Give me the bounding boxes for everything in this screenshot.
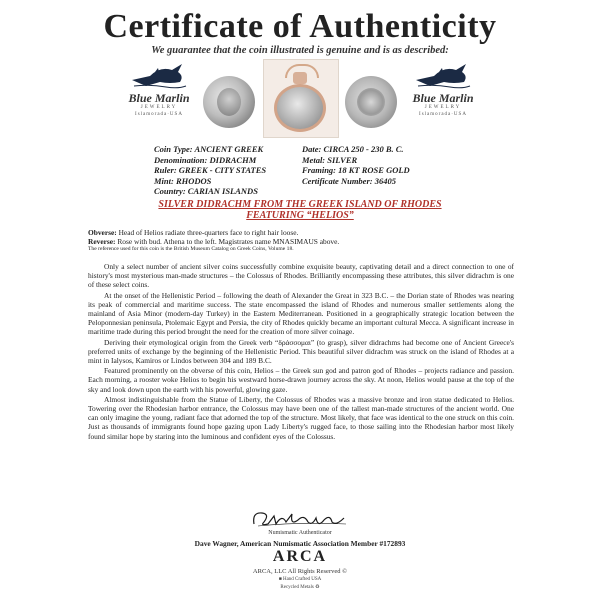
certificate-subtitle: We guarantee that the coin illustrated is genuine and is as described:	[151, 45, 449, 56]
pendant-coin-image	[274, 84, 326, 132]
recycle-icon: ♻	[315, 585, 320, 590]
helios-face-relief	[217, 88, 241, 116]
logo-name: Blue Marlin	[128, 91, 190, 105]
flag-icon: ■	[278, 577, 282, 582]
spec-coin-type: Coin Type: ANCIENT GREEK	[154, 144, 264, 154]
handwritten-signature	[248, 508, 352, 530]
reverse-label: Reverse:	[88, 237, 116, 246]
coin-specs-right	[302, 144, 410, 186]
coin-specs-left	[154, 144, 266, 197]
paragraph: Deriving their etymological origin from the Greek verb “δράσσομαι” (to grasp), silver didrachms had become one of Ancient Greece's preferred units of exchange by the beginning of the Hellenistic Period. This beautiful silver didrachm was struck on the island of Rhodes at a mint in Ialysos, Kamiros or Lindos between 304 and 189 B.C.	[88, 337, 514, 366]
hand-crafted-text: Hand Crafted USA	[282, 577, 322, 582]
spec-date: Date: CIRCA 250 - 230 B. C.	[302, 144, 404, 154]
logo-jewelry: JEWELRY	[424, 105, 462, 110]
obverse-label: Obverse:	[88, 228, 117, 237]
logo-location: Islamorada·USA	[419, 112, 467, 117]
coin-heading-featuring: FEATURING “HELIOS”	[246, 210, 354, 221]
certificate-title: Certificate of Authenticity	[103, 8, 497, 45]
blue-marlin-logo-left	[120, 62, 198, 124]
paragraph: Almost indistinguishable from the Statue of Liberty, the Colossus of Rhodes was a massive bronze and iron statue dedicated to Helios. Towering over the Rhodesian harbor entrance, the Colossus may have been one of the tallest man-made structures of the ancient world. One can only imagine the young, radiant face that adorned the top of the structure. Most likely, that face was identical to the one struck on this coin. Just as thousands of immigrants found hope gazing upon Lady Liberty's rugged face, to those sailing into the Rhodesian harbor most likely found similar hope by staring into the luminous and confident eyes of the Colossus.	[88, 394, 514, 441]
reference-note: The reference used for this coin is the British Museum Catalog on Greek Coins, Volume 18.	[88, 246, 294, 252]
marlin-icon	[130, 62, 188, 90]
coin-heading: SILVER DIDRACHM FROM THE GREEK ISLAND OF RHODES	[158, 199, 442, 210]
reverse-text: Rose with bud. Athena to the left. Magistrates name MNASIMAUS above.	[115, 237, 340, 246]
recycled-label	[0, 584, 600, 590]
paragraph: At the onset of the Hellenistic Period – following the death of Alexander the Great in 323 B.C. – the Dorian state of Rhodes was nearing its peak of commercial and maritime success. The state encompassed the island of Rhodes and numerous smaller settlements along the mainland of Asia Minor (modern-day Turkey) in the Eastern Mediterranean. Positioned in a geographically strategic location between the Peloponnesian peninsula, Ptolemaic Egypt and Persia, the city of Rhodes quickly became an important cultural Mecca. A significant increase in maritime trade during this period brought the need for the creation of more silver coinage.	[88, 290, 514, 337]
rose-relief	[357, 88, 385, 116]
logo-jewelry: JEWELRY	[140, 105, 178, 110]
spec-mint: Mint: RHODOS	[154, 175, 212, 186]
signature-title: Numismatic Authenticator	[268, 530, 332, 536]
spec-metal: Metal: SILVER	[302, 154, 358, 165]
paragraph: Featured prominently on the obverse of this coin, Helios – the Greek sun god and patron god of Rhodes – projects radiance and passion. Each morning, a rooster woke Helios to begin his westward horse-drawn journey across the sky. At noon, Helios would pause at the top of the sky and look down upon the earth with his powerful, glowing gaze.	[88, 366, 514, 394]
spec-country: Country: CARIAN ISLANDS	[154, 186, 258, 196]
coin-reverse-image	[345, 76, 397, 128]
logo-name: Blue Marlin	[412, 91, 474, 105]
arca-logo: ARCA	[272, 548, 328, 565]
spec-framing: Framing: 18 KT ROSE GOLD	[302, 165, 410, 175]
description-paragraphs	[88, 262, 514, 442]
obverse-text: Head of Helios radiate three-quarters face to right hair loose.	[116, 228, 299, 237]
marlin-icon	[414, 62, 472, 90]
coin-obverse-image	[203, 76, 255, 128]
arca-rights: ARCA, LLC All Rights Reserved ©	[252, 568, 348, 575]
signature-name: Dave Wagner, American Numismatic Association Member #172893	[194, 539, 406, 548]
paragraph: Only a select number of ancient silver coins successfully combine exquisite beauty, captivating detail and a direct connection to one of history's most mysterious man-made structures – the Colossus of Rhodes. Brilliantly encompassing these attributes, this silver didrachm is one of these select coins.	[88, 262, 514, 290]
obverse-description	[88, 228, 514, 237]
spec-ruler: Ruler: GREEK - CITY STATES	[154, 165, 267, 175]
blue-marlin-logo-right	[404, 62, 482, 124]
spec-certificate-number: Certificate Number: 36405	[302, 175, 396, 186]
hand-crafted-label	[0, 577, 600, 582]
pendant-bail	[293, 72, 307, 84]
spec-denomination: Denomination: DIDRACHM	[154, 154, 257, 165]
logo-location: Islamorada·USA	[135, 112, 183, 117]
recycled-text: Recycled Metals	[280, 585, 314, 590]
reverse-description	[88, 237, 514, 246]
